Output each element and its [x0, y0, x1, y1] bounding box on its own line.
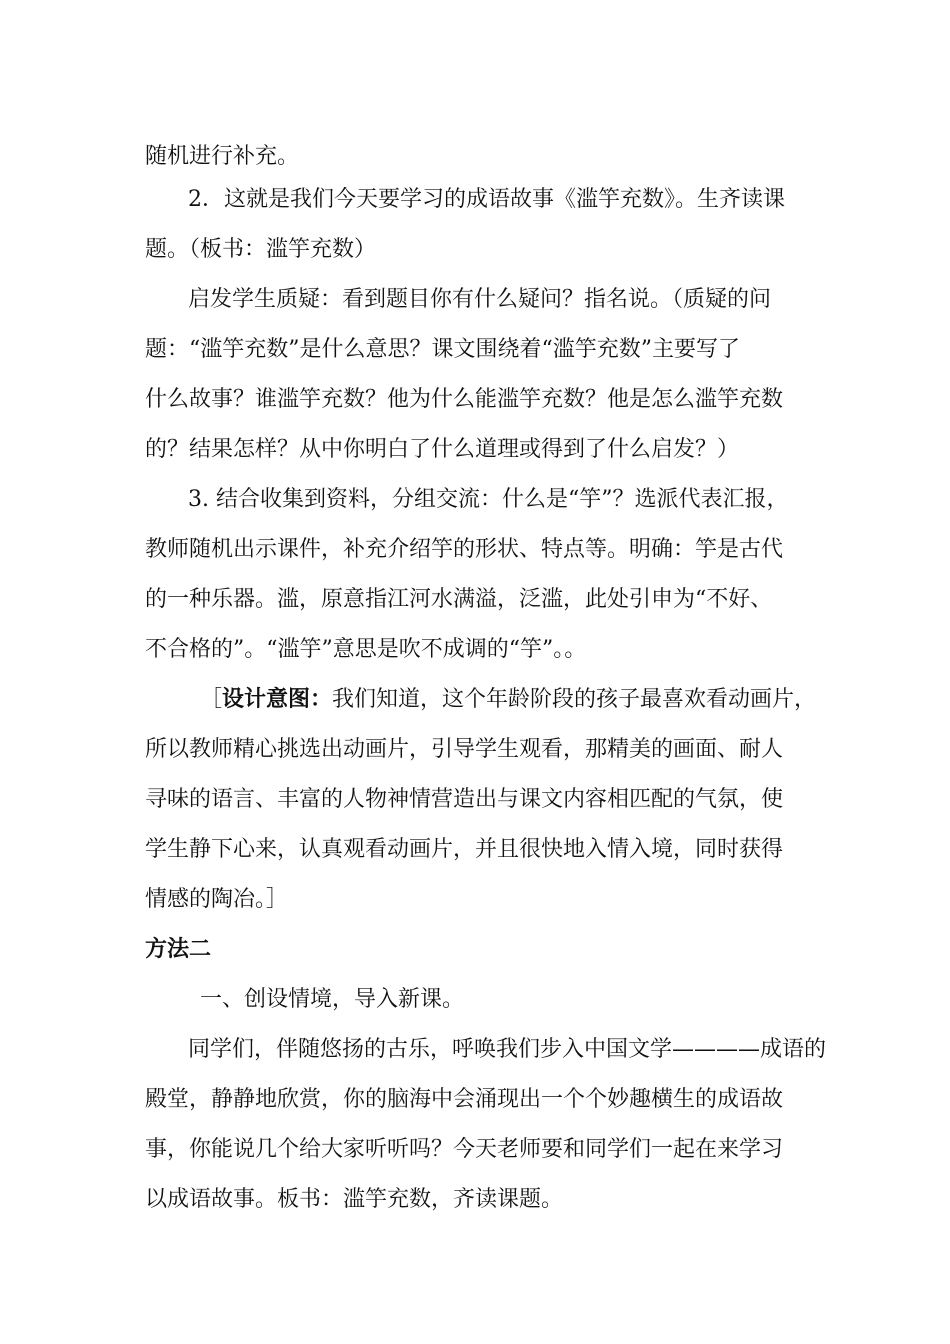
- paragraph-line: 以成语故事。板书：滥竽充数，齐读课题。: [145, 1187, 564, 1212]
- paragraph-line: 寻味的语言、丰富的人物神情营造出与课文内容相匹配的气氛，使: [145, 787, 784, 812]
- design-note-bracket: ［: [200, 687, 223, 712]
- paragraph-line: 同学们，伴随悠扬的古乐，呼唤我们步入中国文学————成语的: [188, 1037, 827, 1062]
- paragraph-line: 什么故事？谁滥竽充数？他为什么能滥竽充数？他是怎么滥竽充数: [145, 387, 784, 412]
- paragraph-line: 不合格的”。“滥竽”意思是吹不成调的“竽”。。: [145, 637, 587, 662]
- design-note-text: 我们知道，这个年龄阶段的孩子最喜欢看动画片，: [332, 687, 817, 712]
- section-heading: 方法二: [145, 937, 212, 962]
- paragraph-line: 教师随机出示课件，补充介绍竽的形状、特点等。明确：竽是古代: [145, 537, 784, 562]
- paragraph-line: 所以教师精心挑选出动画片，引导学生观看，那精美的画面、耐人: [145, 737, 784, 762]
- paragraph-line: 随机进行补充。: [145, 144, 300, 169]
- paragraph-line: 一、创设情境，导入新课。: [200, 987, 465, 1012]
- paragraph-line: 的一种乐器。滥，原意指江河水满溢，泛滥，此处引申为“不好、: [145, 587, 773, 612]
- paragraph-line: 殿堂，静静地欣赏，你的脑海中会涌现出一个个妙趣横生的成语故: [145, 1087, 784, 1112]
- paragraph-line: 题。（板书：滥竽充数）: [145, 237, 377, 262]
- paragraph-line: 情感的陶冶。］: [145, 887, 289, 912]
- paragraph-line: 启发学生质疑：看到题目你有什么疑问？指名说。（质疑的问: [188, 287, 772, 312]
- paragraph-line: 3. 结合收集到资料，分组交流：什么是“竽”？选派代表汇报，: [188, 487, 789, 512]
- paragraph-line: 事，你能说几个给大家听听吗？今天老师要和同学们一起在来学习: [145, 1137, 784, 1162]
- paragraph-line: 学生静下心来，认真观看动画片，并且很快地入情入境，同时获得: [145, 837, 784, 862]
- paragraph-line: 的？结果怎样？从中你明白了什么道理或得到了什么启发？）: [145, 437, 740, 462]
- design-note-line: [200, 686, 816, 714]
- paragraph-line: 题：“滥竽充数”是什么意思？课文围绕着“滥竽充数”主要写了: [145, 337, 740, 362]
- design-note-label: 设计意图：: [222, 687, 333, 712]
- paragraph-line: 2．这就是我们今天要学习的成语故事《滥竽充数》。生齐读课: [188, 187, 785, 212]
